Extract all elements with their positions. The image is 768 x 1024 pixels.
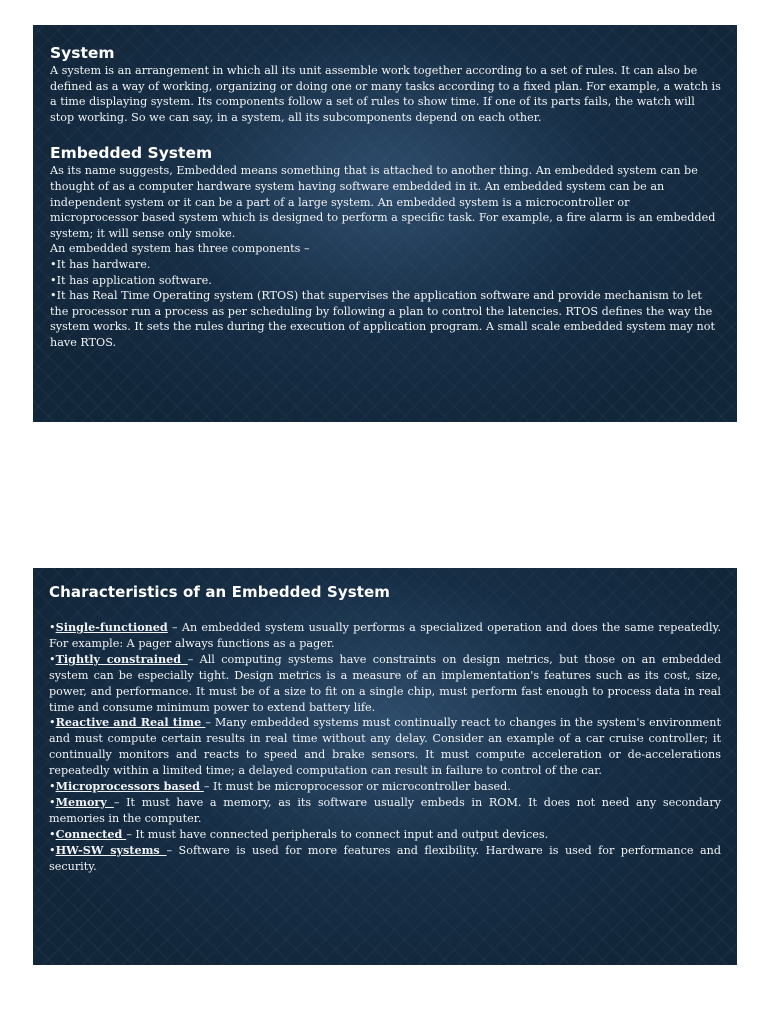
- characteristic-term: Single-functioned: [55, 620, 168, 634]
- characteristic-item: [49, 795, 721, 827]
- characteristic-description: – Many embedded systems must continually react to changes in the system's environment and must compute certain results in real time without any delay. Consider an example of a car cruise controller; it continually monitors and reacts to speed and brake sensors. It must compute acceleration or de-accelerations repeatedly within a limited time; a delayed computation can result in failure to control of the car.: [49, 716, 721, 778]
- characteristic-term: Reactive and Real time: [55, 715, 206, 730]
- bullet: •: [49, 652, 56, 666]
- characteristic-item: [49, 843, 721, 875]
- components-intro: An embedded system has three components –: [50, 242, 310, 256]
- characteristic-description: – An embedded system usually performs a specialized operation and does the same repeatedly. For example: A pager always functions as a pager.: [49, 621, 721, 650]
- characteristic-item: [49, 620, 721, 652]
- characteristic-item: [49, 652, 721, 716]
- characteristic-term: HW-SW systems: [55, 842, 167, 857]
- system-paragraph: A system is an arrangement in which all its unit assemble work together according to a set of rules. It can also be defined as a way of working, organizing or doing one or many tasks according to a fixed plan. For example, a watch is a time displaying system. Its components follow a set of rules to show time. If one of its parts fails, the watch will stop working. So we can say, in a system, all its subcomponents depend on each other.: [50, 64, 721, 124]
- bullet: •: [49, 780, 56, 794]
- bullet: •: [49, 621, 56, 634]
- characteristic-term: Memory: [55, 794, 114, 809]
- system-heading: System: [50, 44, 115, 62]
- characteristic-description: – Software is used for more features and flexibility. Hardware is used for performance and security.: [49, 843, 721, 873]
- characteristic-item: [49, 827, 721, 843]
- embedded-system-paragraph: As its name suggests, Embedded means something that is attached to another thing. An embedded system can be thought of as a computer hardware system having software embedded in it. An embedded system can be an independent system or it can be a part of a large system. An embedded system is a microcontroller or microprocessor based system which is designed to perform a specific task. For example, a fire alarm is an embedded system; it will sense only smoke.: [50, 164, 716, 240]
- bullet: •: [49, 843, 56, 857]
- characteristic-description: – It must be microprocessor or microcontroller based.: [203, 780, 511, 794]
- characteristic-term: Tightly constrained: [55, 651, 188, 666]
- bullet: •: [49, 827, 56, 841]
- characteristic-term: Connected: [55, 826, 127, 841]
- bullet: •: [49, 795, 56, 809]
- bullet: •: [49, 716, 56, 730]
- characteristic-item: [49, 779, 721, 795]
- component-item: •It has hardware.: [50, 257, 151, 271]
- component-item: •It has Real Time Operating system (RTOS) that supervises the application software and provide mechanism to let the processor run a process as per scheduling by following a plan to control the latencies. RTOS defines the way the system works. It sets the rules during the execution of application program. A small scale embedded system may not have RTOS.: [50, 289, 715, 349]
- slide-system-definition: [33, 25, 737, 422]
- component-item: •It has application software.: [50, 273, 212, 287]
- characteristics-heading: Characteristics of an Embedded System: [49, 583, 391, 601]
- characteristic-item: [49, 715, 721, 779]
- characteristic-description: – It must have a memory, as its software usually embeds in ROM. It does not need any secondary memories in the computer.: [49, 795, 721, 825]
- characteristic-term: Microprocessors based: [55, 779, 204, 794]
- characteristic-description: – All computing systems have constraints on design metrics, but those on an embedded system can be especially tight. Design metrics is a measure of an implementation's features such as its cost, size, power, and performance. It must be of a size to fit on a single chip, must perform fast enough to process data in real time and consume minimum power to extend battery life.: [49, 652, 721, 714]
- embedded-system-heading: Embedded System: [50, 144, 213, 163]
- characteristic-description: – It must have connected peripherals to connect input and output devices.: [126, 827, 549, 841]
- slide-characteristics: [33, 568, 737, 965]
